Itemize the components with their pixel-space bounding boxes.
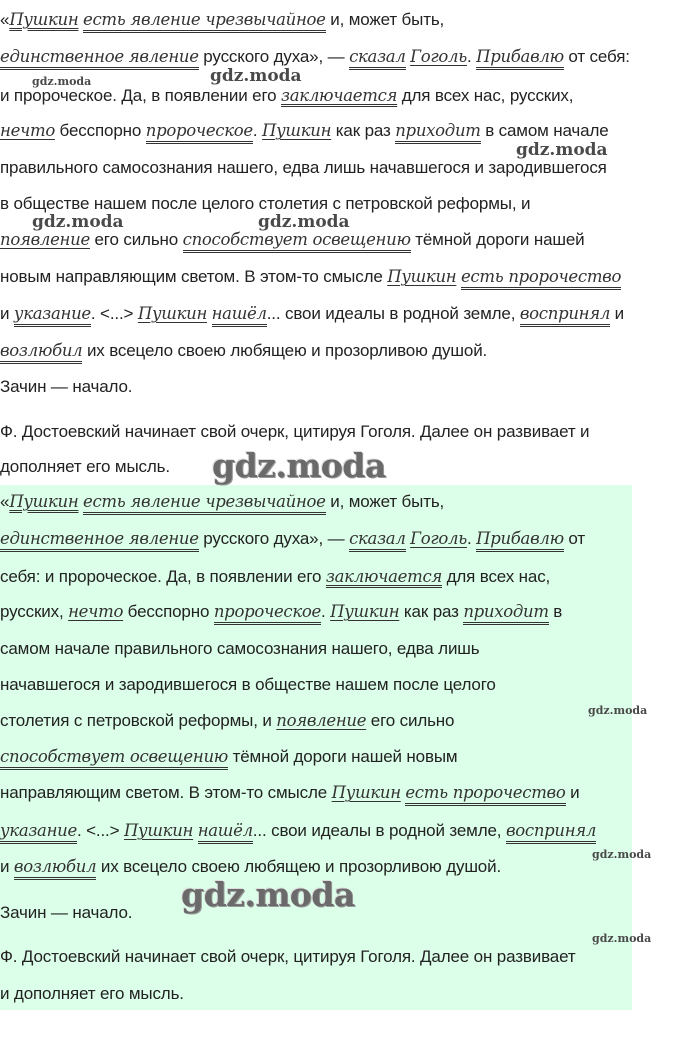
text-line: «Пушкин есть явление чрезвычайное и, может быть, (0, 491, 444, 513)
predicate-word: приходит (395, 121, 480, 144)
predicate-phrase: единственное явление (0, 529, 199, 552)
text-line: «Пушкин есть явление чрезвычайное и, может быть, (0, 9, 444, 31)
predicate-word: возлюбил (14, 857, 96, 880)
text-line: Зачин — начало. (0, 903, 133, 922)
predicate-word: воспринял (506, 821, 596, 844)
text-line: и возлюбил их всецело своею любящею и прозорливою душой. (0, 856, 501, 878)
subject-word: Пушкин (137, 304, 208, 323)
subject-word: Пушкин (330, 602, 400, 621)
predicate-phrase: есть явление чрезвычайное (83, 10, 326, 33)
text-line: единственное явление русского духа», — сказал Гоголь. Прибавлю от (0, 528, 585, 550)
predicate-word: заключается (281, 86, 398, 105)
watermark: gdz.moda (592, 932, 652, 945)
text-line: и указание. <...> Пушкин нашёл... свои идеалы в родной земле, воспринял и (0, 303, 624, 325)
watermark: gdz.moda (32, 212, 124, 232)
text-line: себя: и пророческое. Да, в появлении его заключается для всех нас, (0, 567, 551, 586)
subject-word: Пушкин (9, 10, 79, 29)
predicate-word: приходит (463, 602, 548, 625)
text-line: в обществе нашем после целого столетия с петровской реформы, и (0, 194, 531, 213)
text-line: Ф. Достоевский начинает свой очерк, цитируя Гоголя. Далее он развивает и (0, 422, 590, 441)
text-line: столетия с петровской реформы, и появление его сильно (0, 711, 455, 730)
watermark: gdz.moda (592, 848, 652, 861)
predicate-phrase: есть пророчество (461, 267, 621, 290)
watermark: gdz.moda (212, 446, 386, 485)
text-line: и пророческое. Да, в появлении его заключается для всех нас, русских, (0, 86, 574, 105)
text-line: и дополняет его мысль. (0, 984, 184, 1003)
text-line: русских, нечто бесспорно пророческое. Пушкин как раз приходит в (0, 601, 562, 623)
text-line: нечто бесспорно пророческое. Пушкин как раз приходит в самом начале (0, 120, 609, 142)
subject-word: появление (276, 711, 367, 730)
predicate-word: нашёл (198, 821, 253, 844)
predicate-word: Прибавлю (476, 529, 564, 552)
watermark: gdz.moda (258, 212, 350, 232)
text-line: единственное явление русского духа», — сказал Гоголь. Прибавлю от себя: (0, 46, 630, 68)
predicate-phrase: единственное явление (0, 47, 199, 70)
predicate-phrase: способствует освещению (183, 230, 411, 253)
text-line: указание. <...> Пушкин нашёл... свои идеалы в родной земле, воспринял (0, 820, 596, 842)
watermark: gdz.moda (210, 66, 302, 86)
predicate-word: сказал (349, 47, 405, 70)
subject-word: Гоголь (410, 529, 467, 548)
text-line: новым направляющим светом. В этом-то смысле Пушкин есть пророчество (0, 266, 621, 288)
subject-word: нечто (0, 121, 55, 140)
text-line: возлюбил их всецело своею любящею и прозорливою душой. (0, 340, 487, 362)
predicate-word: воспринял (520, 304, 610, 327)
text-line: способствует освещению тёмной дороги нашей новым (0, 746, 457, 768)
subject-word: Пушкин (123, 821, 194, 840)
watermark: gdz.moda (181, 875, 355, 914)
predicate-word: пророческое (146, 121, 253, 144)
subject-word: Пушкин (387, 267, 457, 286)
watermark: gdz.moda (588, 704, 648, 717)
predicate-word: сказал (349, 529, 405, 552)
predicate-word: возлюбил (0, 341, 82, 364)
watermark: gdz.moda (32, 75, 92, 88)
text-line: Зачин — начало. (0, 377, 133, 396)
watermark: gdz.moda (516, 140, 608, 160)
text-line: направляющим светом. В этом-то смысле Пушкин есть пророчество и (0, 782, 579, 804)
predicate-word: указание (0, 821, 77, 844)
predicate-word: нашёл (212, 304, 267, 327)
text-line: дополняет его мысль. (0, 457, 170, 476)
text-line: начавшегося и зародившегося в обществе нашем после целого (0, 675, 496, 694)
predicate-word: Прибавлю (476, 47, 564, 70)
subject-word: нечто (68, 602, 124, 621)
text-line: Ф. Достоевский начинает свой очерк, цитируя Гоголя. Далее он развивает (0, 947, 576, 966)
predicate-word: указание (14, 304, 91, 327)
predicate-word: пророческое (214, 602, 321, 625)
text-line: самом начале правильного самосознания нашего, едва лишь (0, 639, 480, 658)
predicate-phrase: есть пророчество (405, 783, 565, 806)
subject-word: Пушкин (9, 492, 79, 511)
predicate-word: заключается (325, 567, 443, 586)
subject-word: Пушкин (262, 121, 332, 140)
subject-word: появление (0, 230, 90, 249)
predicate-phrase: способствует освещению (0, 747, 228, 770)
text-line: правильного самосознания нашего, едва лишь начавшегося и зародившегося (0, 158, 607, 177)
text-line: появление его сильно способствует освещению тёмной дороги нашей (0, 229, 585, 251)
subject-word: Гоголь (410, 47, 467, 66)
subject-word: Пушкин (331, 783, 401, 802)
predicate-phrase: есть явление чрезвычайное (83, 492, 326, 515)
